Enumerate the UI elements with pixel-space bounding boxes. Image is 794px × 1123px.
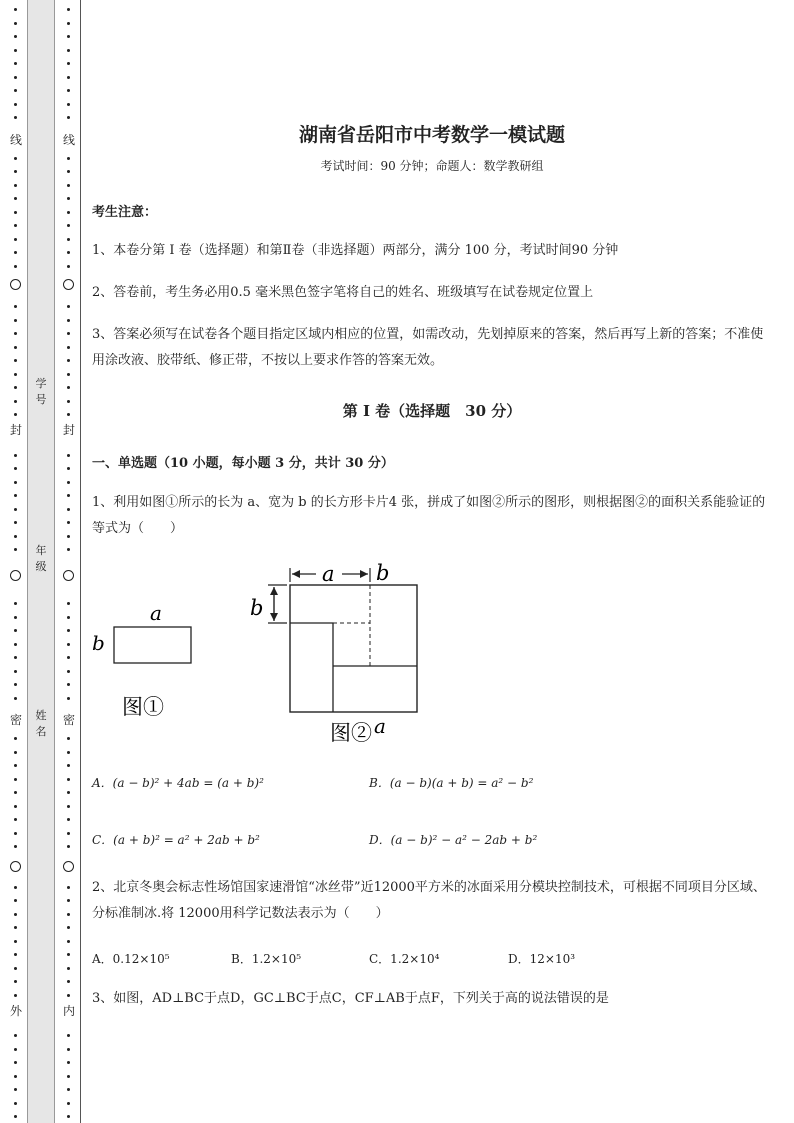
outer-margin-dot bbox=[14, 89, 17, 92]
exam-info: 考试时间：90 分钟；命题人：数学教研组 bbox=[320, 159, 544, 173]
inner-margin-dot bbox=[67, 940, 70, 943]
fig1-label-b: b bbox=[92, 631, 105, 655]
q1-figure-1 bbox=[92, 596, 212, 726]
outer-margin-dot bbox=[14, 62, 17, 65]
outer-margin-circle-icon bbox=[10, 570, 21, 581]
outer-margin-dot bbox=[14, 913, 17, 916]
inner-margin-dot bbox=[67, 778, 70, 781]
outer-margin-dot bbox=[14, 1061, 17, 1064]
inner-margin-dot bbox=[67, 1048, 70, 1051]
inner-margin-dot bbox=[67, 508, 70, 511]
inner-margin-dot bbox=[67, 373, 70, 376]
q3-text: 3、如图，AD⊥BC于点D，GC⊥BC于点C，CF⊥AB于点F，下列关于高的说法错误的是 bbox=[92, 991, 609, 1006]
outer-margin-dot bbox=[14, 251, 17, 254]
outer-dotted-line bbox=[10, 0, 22, 1123]
outer-margin-dot bbox=[14, 359, 17, 362]
inner-margin-dot bbox=[67, 616, 70, 619]
outer-margin-dot bbox=[14, 373, 17, 376]
inner-margin-dot bbox=[67, 994, 70, 997]
field-student-id: 学号 bbox=[35, 377, 47, 406]
outer-margin-dot bbox=[14, 791, 17, 794]
inner-margin-circle-icon bbox=[63, 279, 74, 290]
outer-margin-dot bbox=[14, 197, 17, 200]
outer-margin-dot bbox=[14, 521, 17, 524]
inner-margin-dot bbox=[67, 967, 70, 970]
q1-option-a[interactable]: A．(a − b)² + 4ab = (a + b)² bbox=[92, 776, 264, 790]
fig2-label-a-top: a bbox=[322, 562, 335, 586]
outer-margin-dot bbox=[14, 332, 17, 335]
fig2-label-a-bottom: a bbox=[374, 714, 386, 738]
q1-option-d[interactable]: D．(a − b)² − a² − 2ab + b² bbox=[369, 833, 538, 847]
q2-option-c[interactable]: C．1.2×10⁴ bbox=[369, 952, 440, 966]
inner-margin-dot bbox=[67, 76, 70, 79]
outer-margin-dot bbox=[14, 764, 17, 767]
inner-margin-dot bbox=[67, 643, 70, 646]
inner-margin-dot bbox=[67, 319, 70, 322]
notice-item-1: 1、本卷分第 I 卷（选择题）和第Ⅱ卷（非选择题）两部分，满分 100 分，考试时间90 分钟 bbox=[92, 243, 619, 258]
section-title: 第 I 卷（选择题 30 分） bbox=[342, 402, 522, 420]
outer-margin-label: 外 bbox=[9, 1004, 22, 1018]
inner-margin-dot bbox=[67, 265, 70, 268]
inner-margin-dot bbox=[67, 899, 70, 902]
inner-margin-dot bbox=[67, 49, 70, 52]
field-name: 姓名 bbox=[35, 709, 47, 738]
outer-margin-dot bbox=[14, 697, 17, 700]
outer-margin-circle-icon bbox=[10, 861, 21, 872]
outer-margin-dot bbox=[14, 49, 17, 52]
inner-margin-dot bbox=[67, 953, 70, 956]
inner-margin-dot bbox=[67, 737, 70, 740]
fig2-outer-square bbox=[290, 585, 417, 712]
q2-option-a[interactable]: A．0.12×10⁵ bbox=[92, 952, 170, 966]
inner-margin-dot bbox=[67, 845, 70, 848]
outer-margin-dot bbox=[14, 238, 17, 241]
outer-margin-dot bbox=[14, 1034, 17, 1037]
fig2-label-b-left: b bbox=[250, 596, 264, 620]
outer-margin-dot bbox=[14, 76, 17, 79]
inner-margin-dot bbox=[67, 386, 70, 389]
part-heading: 一、单选题（10 小题，每小题 3 分，共计 30 分） bbox=[92, 456, 394, 471]
outer-margin-dot bbox=[14, 224, 17, 227]
binding-margin bbox=[0, 0, 82, 1123]
outer-margin-dot bbox=[14, 116, 17, 119]
inner-margin-dot bbox=[67, 886, 70, 889]
q1-option-b[interactable]: B．(a − b)(a + b) = a² − b² bbox=[369, 776, 534, 790]
outer-margin-dot bbox=[14, 35, 17, 38]
outer-margin-dot bbox=[14, 1115, 17, 1118]
outer-margin-dot bbox=[14, 994, 17, 997]
outer-margin-dot bbox=[14, 656, 17, 659]
outer-margin-dot bbox=[14, 967, 17, 970]
inner-margin-dot bbox=[67, 1102, 70, 1105]
field-grade: 年级 bbox=[35, 544, 47, 573]
inner-margin-dot bbox=[67, 170, 70, 173]
inner-margin-dot bbox=[67, 481, 70, 484]
outer-margin-dot bbox=[14, 845, 17, 848]
inner-margin-dot bbox=[67, 670, 70, 673]
outer-margin-dot bbox=[14, 548, 17, 551]
outer-margin-dot bbox=[14, 481, 17, 484]
outer-margin-dot bbox=[14, 940, 17, 943]
inner-margin-dot bbox=[67, 751, 70, 754]
outer-margin-dot bbox=[14, 616, 17, 619]
fig2-label-b-top: b bbox=[376, 561, 390, 585]
outer-margin-dot bbox=[14, 400, 17, 403]
outer-margin-dot bbox=[14, 211, 17, 214]
inner-margin-dot bbox=[67, 251, 70, 254]
inner-margin-dot bbox=[67, 116, 70, 119]
inner-margin-dot bbox=[67, 1075, 70, 1078]
inner-margin-dot bbox=[67, 211, 70, 214]
inner-margin-dot bbox=[67, 926, 70, 929]
inner-margin-dot bbox=[67, 602, 70, 605]
q1-option-c[interactable]: C．(a + b)² = a² + 2ab + b² bbox=[92, 833, 260, 847]
inner-margin-dot bbox=[67, 535, 70, 538]
outer-margin-dot bbox=[14, 305, 17, 308]
inner-margin-label: 密 bbox=[62, 713, 75, 727]
inner-margin-label: 内 bbox=[62, 1004, 75, 1018]
outer-margin-dot bbox=[14, 1102, 17, 1105]
outer-margin-dot bbox=[14, 1048, 17, 1051]
outer-margin-dot bbox=[14, 805, 17, 808]
outer-margin-dot bbox=[14, 602, 17, 605]
notice-heading: 考生注意： bbox=[92, 205, 158, 220]
notice-item-2: 2、答卷前，考生务必用0.5 毫米黑色签字笔将自己的姓名、班级填写在试卷规定位置上 bbox=[92, 285, 594, 300]
outer-margin-dot bbox=[14, 683, 17, 686]
outer-margin-dot bbox=[14, 413, 17, 416]
fig1-label-a: a bbox=[150, 601, 162, 625]
inner-margin-dot bbox=[67, 913, 70, 916]
inner-margin-dot bbox=[67, 1034, 70, 1037]
q2-option-b[interactable]: B．1.2×10⁵ bbox=[231, 952, 302, 966]
outer-margin-dot bbox=[14, 319, 17, 322]
outer-margin-dot bbox=[14, 751, 17, 754]
fig1-rectangle bbox=[114, 627, 191, 663]
inner-margin-dot bbox=[67, 224, 70, 227]
inner-margin-dot bbox=[67, 346, 70, 349]
inner-margin-dot bbox=[67, 35, 70, 38]
inner-margin-dot bbox=[67, 683, 70, 686]
inner-margin-dot bbox=[67, 629, 70, 632]
inner-margin-dot bbox=[67, 548, 70, 551]
outer-margin-dot bbox=[14, 494, 17, 497]
fig2-caption: 图② bbox=[330, 721, 372, 745]
inner-margin-dot bbox=[67, 494, 70, 497]
fig1-caption: 图① bbox=[122, 695, 164, 719]
outer-margin-dot bbox=[14, 467, 17, 470]
outer-margin-dot bbox=[14, 629, 17, 632]
outer-margin-dot bbox=[14, 778, 17, 781]
q1-text: 1、利用如图①所示的长为 a、宽为 b 的长方形卡片4 张，拼成了如图②所示的图形，则根据图②的面积关系能验证的等式为（ ） bbox=[92, 495, 766, 536]
outer-margin-dot bbox=[14, 184, 17, 187]
inner-margin-dot bbox=[67, 764, 70, 767]
notice-item-3: 3、答案必须写在试卷各个题目指定区域内相应的位置，如需改动，先划掉原来的答案，然后再写上新的答案；不准使用涂改液、胶带纸、修正带，不按以上要求作答的答案无效。 bbox=[92, 327, 764, 368]
inner-margin-dot bbox=[67, 400, 70, 403]
outer-margin-dot bbox=[14, 886, 17, 889]
inner-margin-dot bbox=[67, 818, 70, 821]
inner-margin-label: 封 bbox=[62, 423, 75, 437]
outer-margin-dot bbox=[14, 818, 17, 821]
inner-margin-circle-icon bbox=[63, 861, 74, 872]
outer-margin-dot bbox=[14, 926, 17, 929]
outer-margin-label: 线 bbox=[9, 133, 22, 147]
outer-margin-dot bbox=[14, 737, 17, 740]
inner-margin-dot bbox=[67, 832, 70, 835]
outer-margin-dot bbox=[14, 643, 17, 646]
inner-margin-dot bbox=[67, 656, 70, 659]
inner-margin-dot bbox=[67, 1115, 70, 1118]
inner-margin-circle-icon bbox=[63, 570, 74, 581]
outer-margin-dot bbox=[14, 953, 17, 956]
outer-margin-dot bbox=[14, 265, 17, 268]
inner-margin-dot bbox=[67, 521, 70, 524]
inner-margin-dot bbox=[67, 697, 70, 700]
outer-margin-dot bbox=[14, 670, 17, 673]
outer-margin-dot bbox=[14, 22, 17, 25]
outer-margin-dot bbox=[14, 508, 17, 511]
outer-margin-dot bbox=[14, 170, 17, 173]
margin-rule bbox=[80, 0, 81, 1123]
inner-margin-dot bbox=[67, 197, 70, 200]
inner-margin-dot bbox=[67, 89, 70, 92]
q2-option-d[interactable]: D．12×10³ bbox=[508, 952, 576, 966]
outer-margin-dot bbox=[14, 899, 17, 902]
outer-margin-label: 密 bbox=[9, 713, 22, 727]
inner-margin-dot bbox=[67, 305, 70, 308]
inner-margin-dot bbox=[67, 805, 70, 808]
inner-margin-dot bbox=[67, 22, 70, 25]
outer-margin-circle-icon bbox=[10, 279, 21, 290]
inner-margin-dot bbox=[67, 332, 70, 335]
outer-margin-dot bbox=[14, 346, 17, 349]
inner-margin-dot bbox=[67, 980, 70, 983]
q1-figure-2 bbox=[250, 560, 500, 750]
inner-margin-dot bbox=[67, 1088, 70, 1091]
outer-margin-label: 封 bbox=[9, 423, 22, 437]
inner-margin-dot bbox=[67, 359, 70, 362]
outer-margin-dot bbox=[14, 103, 17, 106]
outer-margin-dot bbox=[14, 1088, 17, 1091]
inner-margin-dot bbox=[67, 8, 70, 11]
inner-margin-dot bbox=[67, 103, 70, 106]
inner-margin-dot bbox=[67, 184, 70, 187]
page-title: 湖南省岳阳市中考数学一模试题 bbox=[298, 124, 565, 146]
outer-margin-dot bbox=[14, 980, 17, 983]
outer-margin-dot bbox=[14, 832, 17, 835]
outer-margin-dot bbox=[14, 535, 17, 538]
inner-margin-dot bbox=[67, 1061, 70, 1064]
inner-margin-dot bbox=[67, 413, 70, 416]
inner-dotted-line bbox=[63, 0, 75, 1123]
inner-margin-dot bbox=[67, 454, 70, 457]
outer-margin-dot bbox=[14, 386, 17, 389]
inner-margin-dot bbox=[67, 238, 70, 241]
inner-margin-dot bbox=[67, 791, 70, 794]
inner-margin-dot bbox=[67, 62, 70, 65]
outer-margin-dot bbox=[14, 8, 17, 11]
outer-margin-dot bbox=[14, 157, 17, 160]
inner-margin-dot bbox=[67, 467, 70, 470]
inner-margin-label: 线 bbox=[62, 133, 75, 147]
q2-text: 2、北京冬奥会标志性场馆国家速滑馆“冰丝带”近12000平方米的冰面采用分模块控制技术，可根据不同项目分区域、分标准制冰.将 12000用科学记数法表示为（ ） bbox=[92, 880, 766, 921]
inner-margin-dot bbox=[67, 157, 70, 160]
outer-margin-dot bbox=[14, 1075, 17, 1078]
outer-margin-dot bbox=[14, 454, 17, 457]
